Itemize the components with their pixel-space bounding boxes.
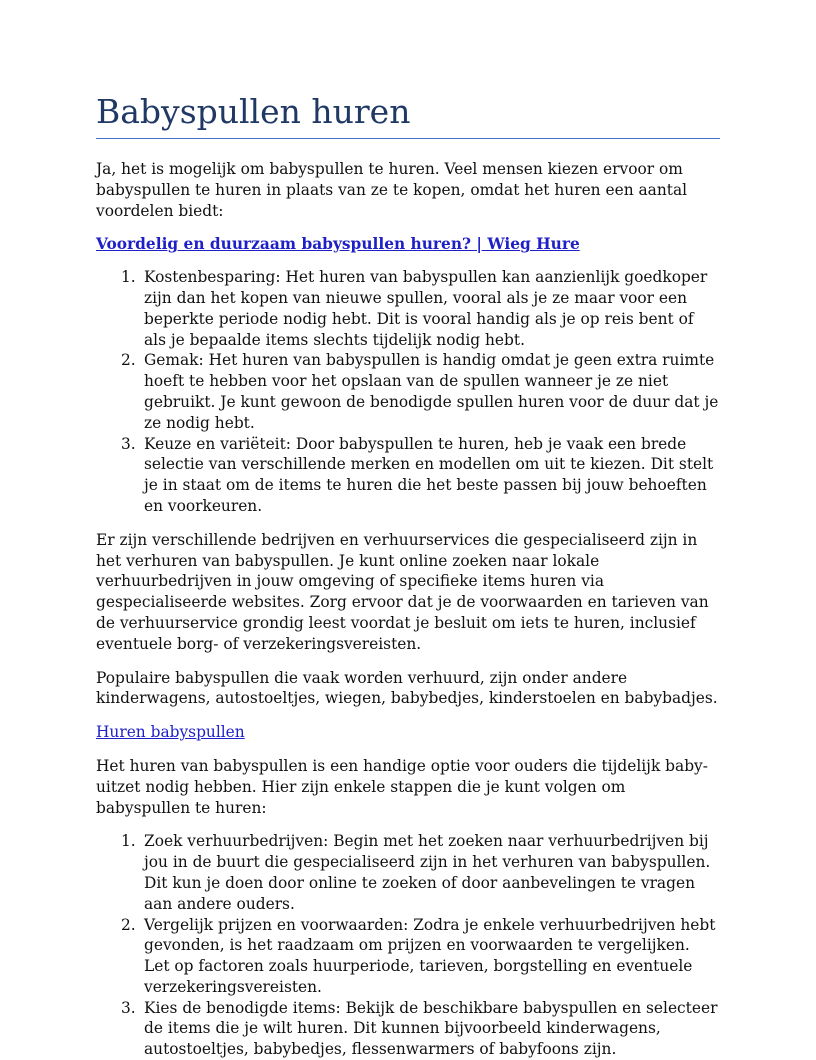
list-item-text: Kies de benodigde items: Bekijk de beschikbare babyspullen en selecteer de items die je wilt huren. Dit kunnen bijvoorbeeld kinderwagens, autostoeltjes, babybedjes, flessenwarmers of babyfoons zijn. <box>144 998 718 1059</box>
page-title: Babyspullen huren <box>96 92 720 139</box>
list-item <box>96 915 720 998</box>
document-page <box>96 92 720 1060</box>
huren-babyspullen-link[interactable]: Huren babyspullen <box>96 723 245 742</box>
popular-items-paragraph: Populaire babyspullen die vaak worden verhuurd, zijn onder andere kinderwagens, autostoeltjes, wiegen, babybedjes, kinderstoelen en babybadjes. <box>96 668 718 708</box>
list-item-text: Zoek verhuurbedrijven: Begin met het zoeken naar verhuurbedrijven bij jou in de buurt die gespecialiseerd zijn in het verhuren van babyspullen. Dit kun je doen door online te zoeken of door aanbevelingen te vragen aan andere ouders. <box>144 832 711 913</box>
list-number: 1. <box>121 268 136 287</box>
link-paragraph <box>96 234 720 255</box>
list-item-text: Vergelijk prijzen en voorwaarden: Zodra je enkele verhuurbedrijven hebt gevonden, is het raadzaam om prijzen en voorwaarden te vergelijken. Let op factoren zoals huurperiode, tarieven, borgstelling en eventuele verzekeringsvereisten. <box>144 915 716 996</box>
list-item <box>96 267 720 350</box>
list-number: 3. <box>121 998 136 1017</box>
list-number: 3. <box>121 434 136 453</box>
list-item <box>96 998 720 1060</box>
steps-intro-paragraph: Het huren van babyspullen is een handige optie voor ouders die tijdelijk baby-uitzet nodig hebben. Hier zijn enkele stappen die je kunt volgen om babyspullen te huren: <box>96 756 708 817</box>
wieg-hure-link[interactable]: Voordelig en duurzaam babyspullen huren? | Wieg Hure <box>96 235 580 254</box>
list-item-text: Gemak: Het huren van babyspullen is handig omdat je geen extra ruimte hoeft te hebben voor het opslaan van de spullen wanneer je ze niet gebruikt. Je kunt gewoon de benodigde spullen huren voor de duur dat je ze nodig hebt. <box>144 351 719 432</box>
list-item <box>96 350 720 433</box>
list-item-text: Keuze en variëteit: Door babyspullen te huren, heb je vaak een brede selectie van verschillende merken en modellen om uit te kiezen. Dit stelt je in staat om de items te huren die het beste passen bij jouw behoeften en voorkeuren. <box>144 434 714 515</box>
rental-services-paragraph: Er zijn verschillende bedrijven en verhuurservices die gespecialiseerd zijn in het verhuren van babyspullen. Je kunt online zoeken naar lokale verhuurbedrijven in jouw omgeving of specifieke items huren via gespecialiseerde websites. Zorg ervoor dat je de voorwaarden en tarieven van de verhuurservice grondig leest voordat je besluit om iets te huren, inclusief eventuele borg- of verzekeringsvereisten. <box>96 530 709 653</box>
list-item <box>96 831 720 914</box>
list-item <box>96 434 720 517</box>
benefits-list <box>96 267 720 517</box>
link-paragraph <box>96 722 720 743</box>
list-number: 2. <box>121 351 136 370</box>
list-number: 2. <box>121 915 136 934</box>
list-item-text: Kostenbesparing: Het huren van babyspullen kan aanzienlijk goedkoper zijn dan het kopen van nieuwe spullen, vooral als je ze maar voor een beperkte periode nodig hebt. Dit is vooral handig als je op reis bent of als je bepaalde items slechts tijdelijk nodig hebt. <box>144 268 708 349</box>
intro-paragraph: Ja, het is mogelijk om babyspullen te huren. Veel mensen kiezen ervoor om babyspullen te huren in plaats van ze te kopen, omdat het huren een aantal voordelen biedt: <box>96 160 688 220</box>
list-number: 1. <box>121 832 136 851</box>
steps-list <box>96 831 720 1060</box>
